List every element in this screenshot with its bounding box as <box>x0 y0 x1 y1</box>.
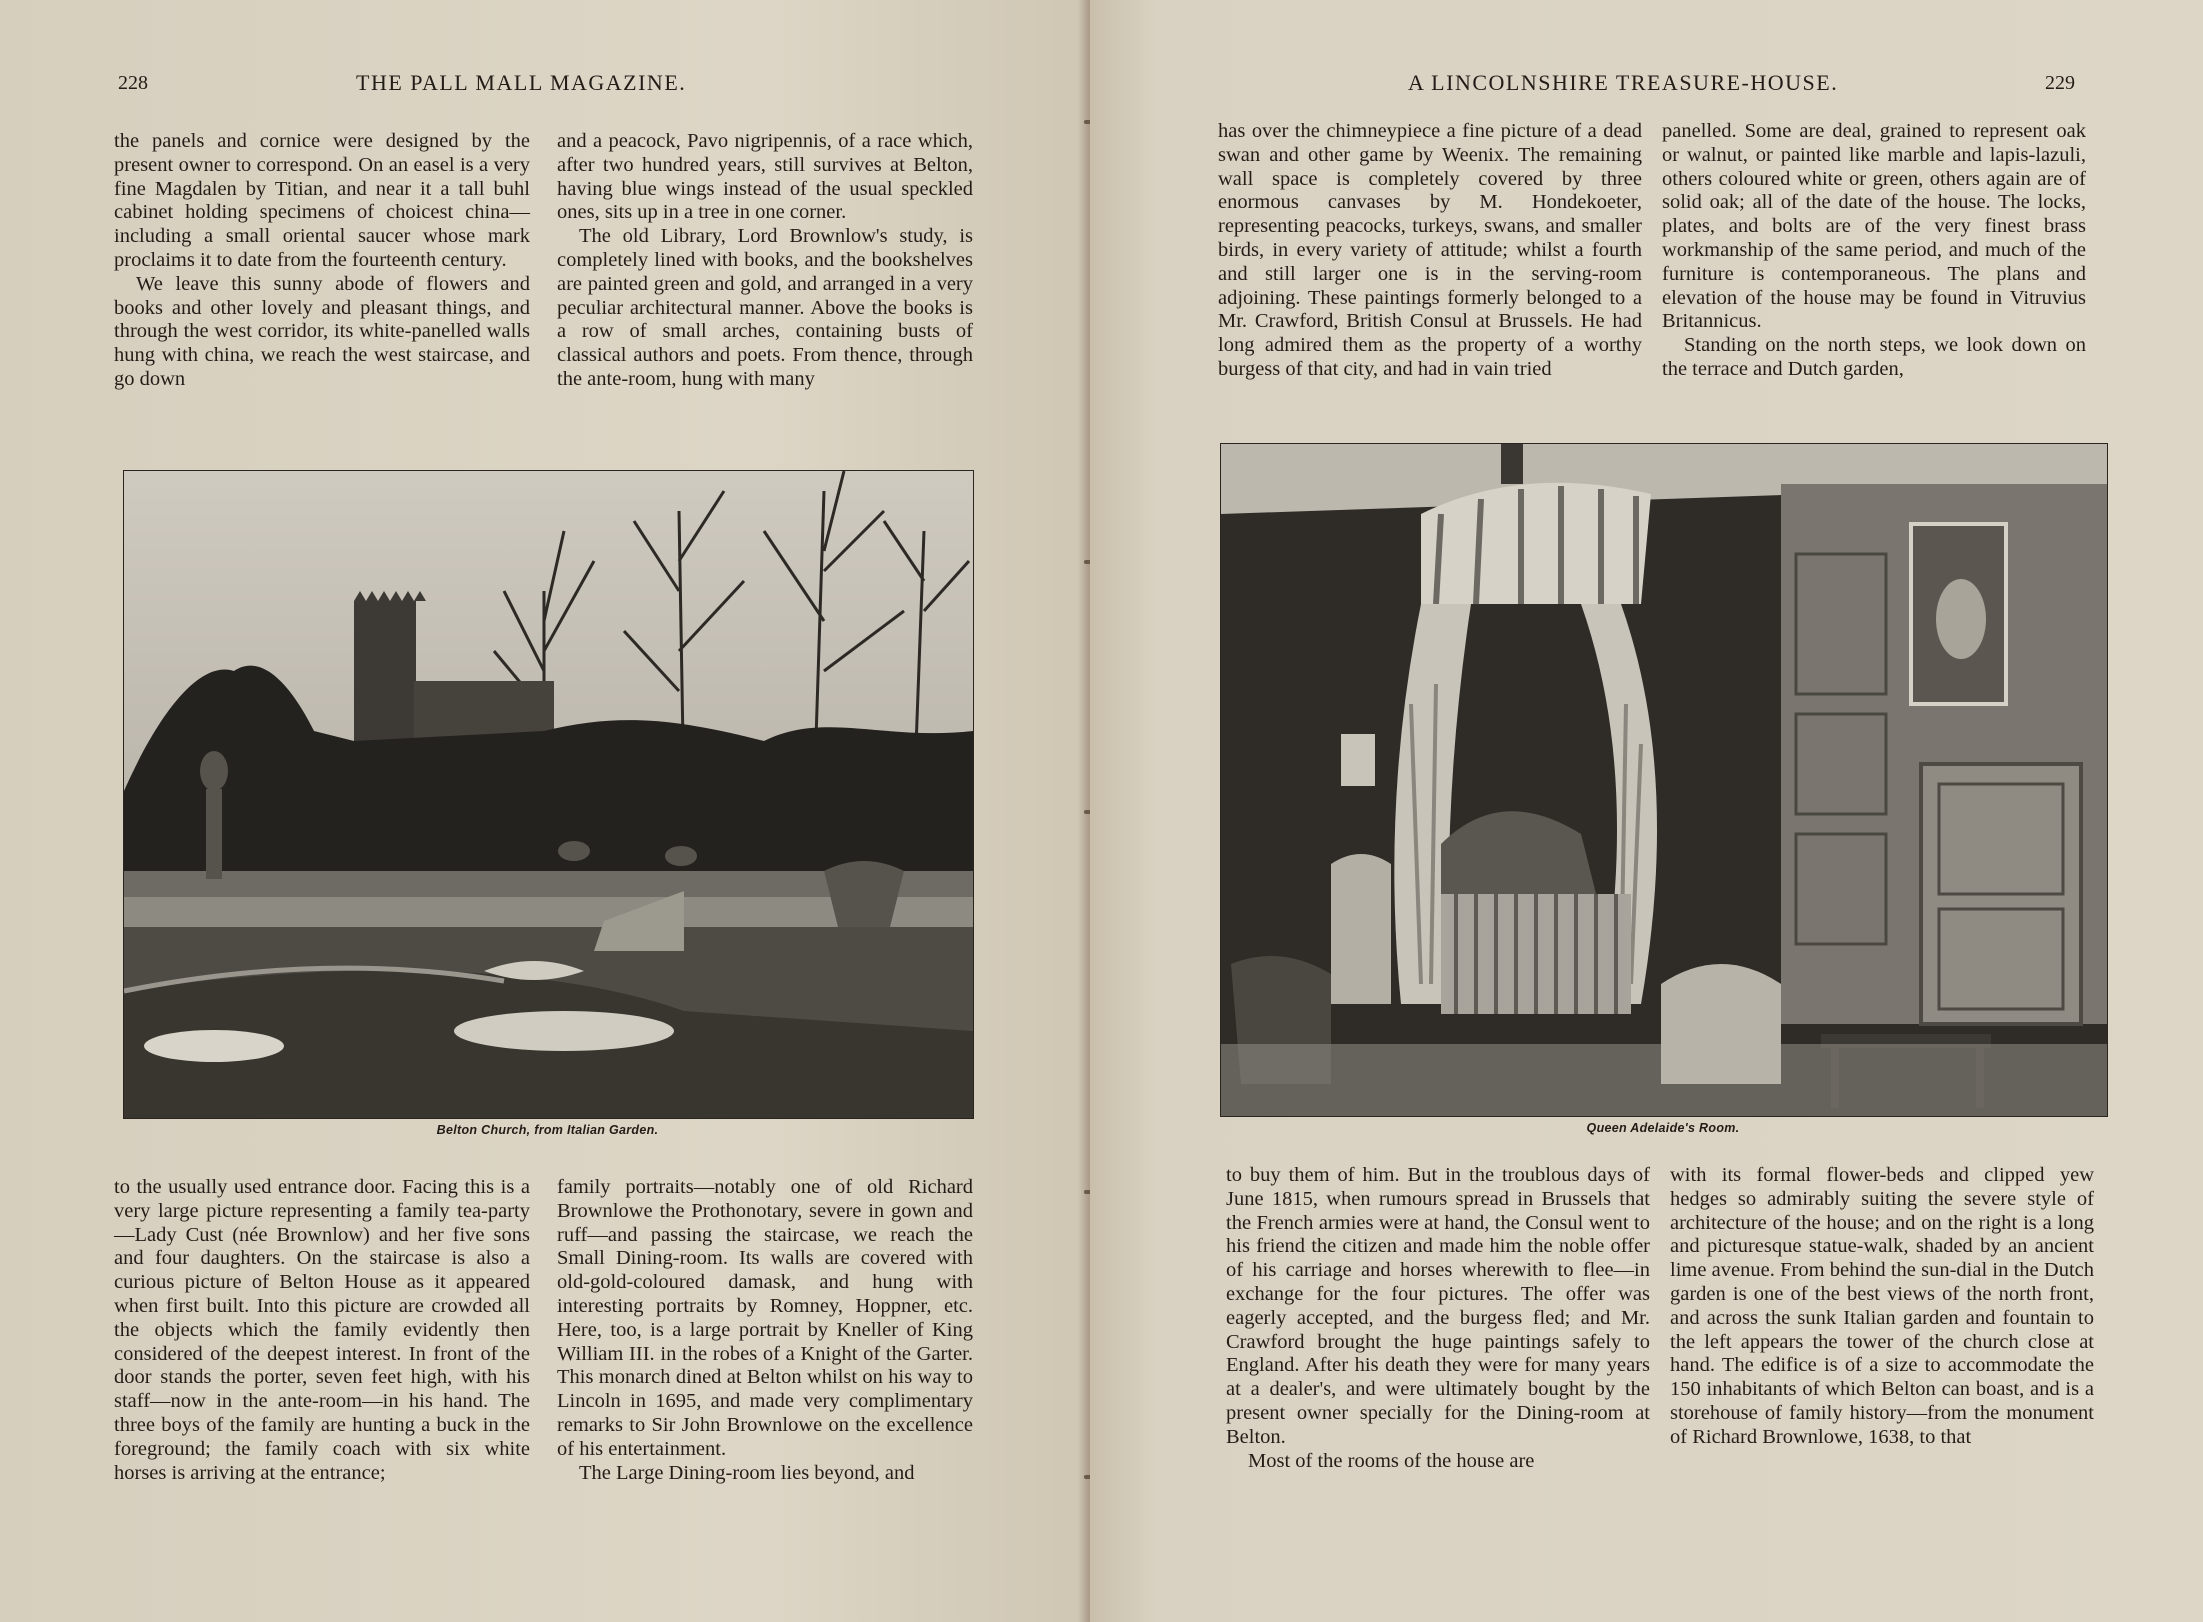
belton-church-photo <box>123 470 974 1119</box>
queen-adelaides-room-photo <box>1220 443 2108 1117</box>
photo-caption-left: Belton Church, from Italian Garden. <box>436 1123 659 1137</box>
paragraph: Most of the rooms of the house are <box>1248 1449 1535 1472</box>
page-number-right: 229 <box>2045 72 2075 94</box>
paragraph: has over the chimneypiece a fine picture of a dead swan and other game by Weenix. The remaining wall space is completely covered by three enormous canvases by M. Hondekoeter, representing peacocks, turkeys, swans, and smaller birds, in every variety of attitude; whilst a fourth and still larger one is in the serving-room adjoining. These paintings formerly belonged to a Mr. Crawford, British Consul at Brussels. He had long admired them as the property of a worthy burgess of that city, and had in vain tried <box>1218 120 1642 380</box>
paragraph: panelled. Some are deal, grained to represent oak or walnut, or painted like marble and lapis-lazuli, others coloured white or green, others again are of solid oak; all of the date of the house. The locks, plates, and bolts are of the very finest brass workmanship of the same period, and much of the furniture is contemporaneous. The plans and elevation of the house may be found in Vitruvius Britannicus. <box>1662 120 2086 333</box>
left-bottom-column-1 <box>114 1176 530 1485</box>
running-head-left: THE PALL MALL MAGAZINE. <box>356 70 687 95</box>
paragraph: The Large Dining-room lies beyond, and <box>579 1461 915 1484</box>
right-top-column-1 <box>1218 120 1642 382</box>
left-top-column-2 <box>557 130 973 392</box>
paragraph: with its formal flower-beds and clipped yew hedges so admirably suiting the severe style of architecture of the house; and on the right is a long and picturesque statue-walk, shaded by an ancient lime avenue. From behind the sun-dial in the Dutch garden is one of the best views of the north front, and across the sunk Italian garden and fountain to the left appears the tower of the church close at hand. The edifice is of a size to accommodate the 150 inhabitants of which Belton can boast, and is a storehouse of family history—from the monument of Richard Brownlowe, 1638, to that <box>1670 1164 2094 1448</box>
paragraph: and a peacock, Pavo nigripennis, of a race which, after two hundred years, still survives at Belton, having blue wings instead of the usual speckled ones, sits up in a tree in one corner. <box>557 130 973 224</box>
left-top-column-1 <box>114 130 530 392</box>
right-bottom-column-1 <box>1226 1164 1650 1473</box>
page-number-left: 228 <box>118 72 148 94</box>
paragraph: to buy them of him. But in the troublous days of June 1815, when rumours spread in Brussels that the French armies were at hand, the Consul went to his friend the citizen and made him the noble offer of his carriage and horses wherewith to flee—in exchange for the four pictures. The offer was eagerly accepted, and the burgess fled; and Mr. Crawford brought the huge paintings safely to England. After his death they were for many years at a dealer's, and were ultimately bought by the present owner specially for the Dining-room at Belton. <box>1226 1164 1650 1448</box>
paragraph: the panels and cornice were designed by the present owner to correspond. On an easel is a very fine Magdalen by Titian, and near it a tall buhl cabinet holding specimens of choicest china—including a small oriental saucer whose mark proclaims it to date from the fourteenth century. <box>114 130 530 271</box>
right-bottom-column-2 <box>1670 1164 2094 1450</box>
photo-caption-right: Queen Adelaide's Room. <box>1586 1121 1740 1135</box>
paragraph: family portraits—notably one of old Richard Brownlowe the Prothonotary, severe in gown and ruff—and passing the staircase, we reach the Small Dining-room. Its walls are covered with old-gold-coloured damask, and hung with interesting portraits by Romney, Hoppner, etc. Here, too, is a large portrait by Kneller of King William III. in the robes of a Knight of the Garter. This monarch dined at Belton whilst on his way to Lincoln in 1695, and made very complimentary remarks to Sir John Brownlowe on the excellence of his entertainment. <box>557 1176 973 1460</box>
garden-illustration <box>124 471 973 1118</box>
bedroom-illustration <box>1221 444 2107 1116</box>
paragraph: The old Library, Lord Brownlow's study, is completely lined with books, and the bookshelves are painted green and gold, and arranged in a very peculiar architectural manner. Above the books is a row of small arches, containing busts of classical authors and poets. From thence, through the ante-room, hung with many <box>557 225 973 390</box>
right-page <box>1090 0 2203 1622</box>
paragraph: We leave this sunny abode of flowers and books and other lovely and pleasant things, and through the west corridor, its white-panelled walls hung with china, we reach the west staircase, and go down <box>114 272 530 390</box>
right-top-column-2 <box>1662 120 2086 382</box>
left-page <box>0 0 1090 1622</box>
paragraph: Standing on the north steps, we look down on the terrace and Dutch garden, <box>1662 334 2086 380</box>
running-head-right: A LINCOLNSHIRE TREASURE-HOUSE. <box>1408 70 1839 95</box>
paragraph: to the usually used entrance door. Facing this is a very large picture representing a family tea-party—Lady Cust (née Brownlow) and her five sons and four daughters. On the staircase is also a curious picture of Belton House as it appeared when first built. Into this picture are crowded all the objects which the family evidently then considered of the deepest interest. In front of the door stands the porter, seven feet high, with his staff—now in the ante-room—in his hand. The three boys of the family are hunting a buck in the foreground; the family coach with six white horses is arriving at the entrance; <box>114 1176 530 1484</box>
left-bottom-column-2 <box>557 1176 973 1485</box>
